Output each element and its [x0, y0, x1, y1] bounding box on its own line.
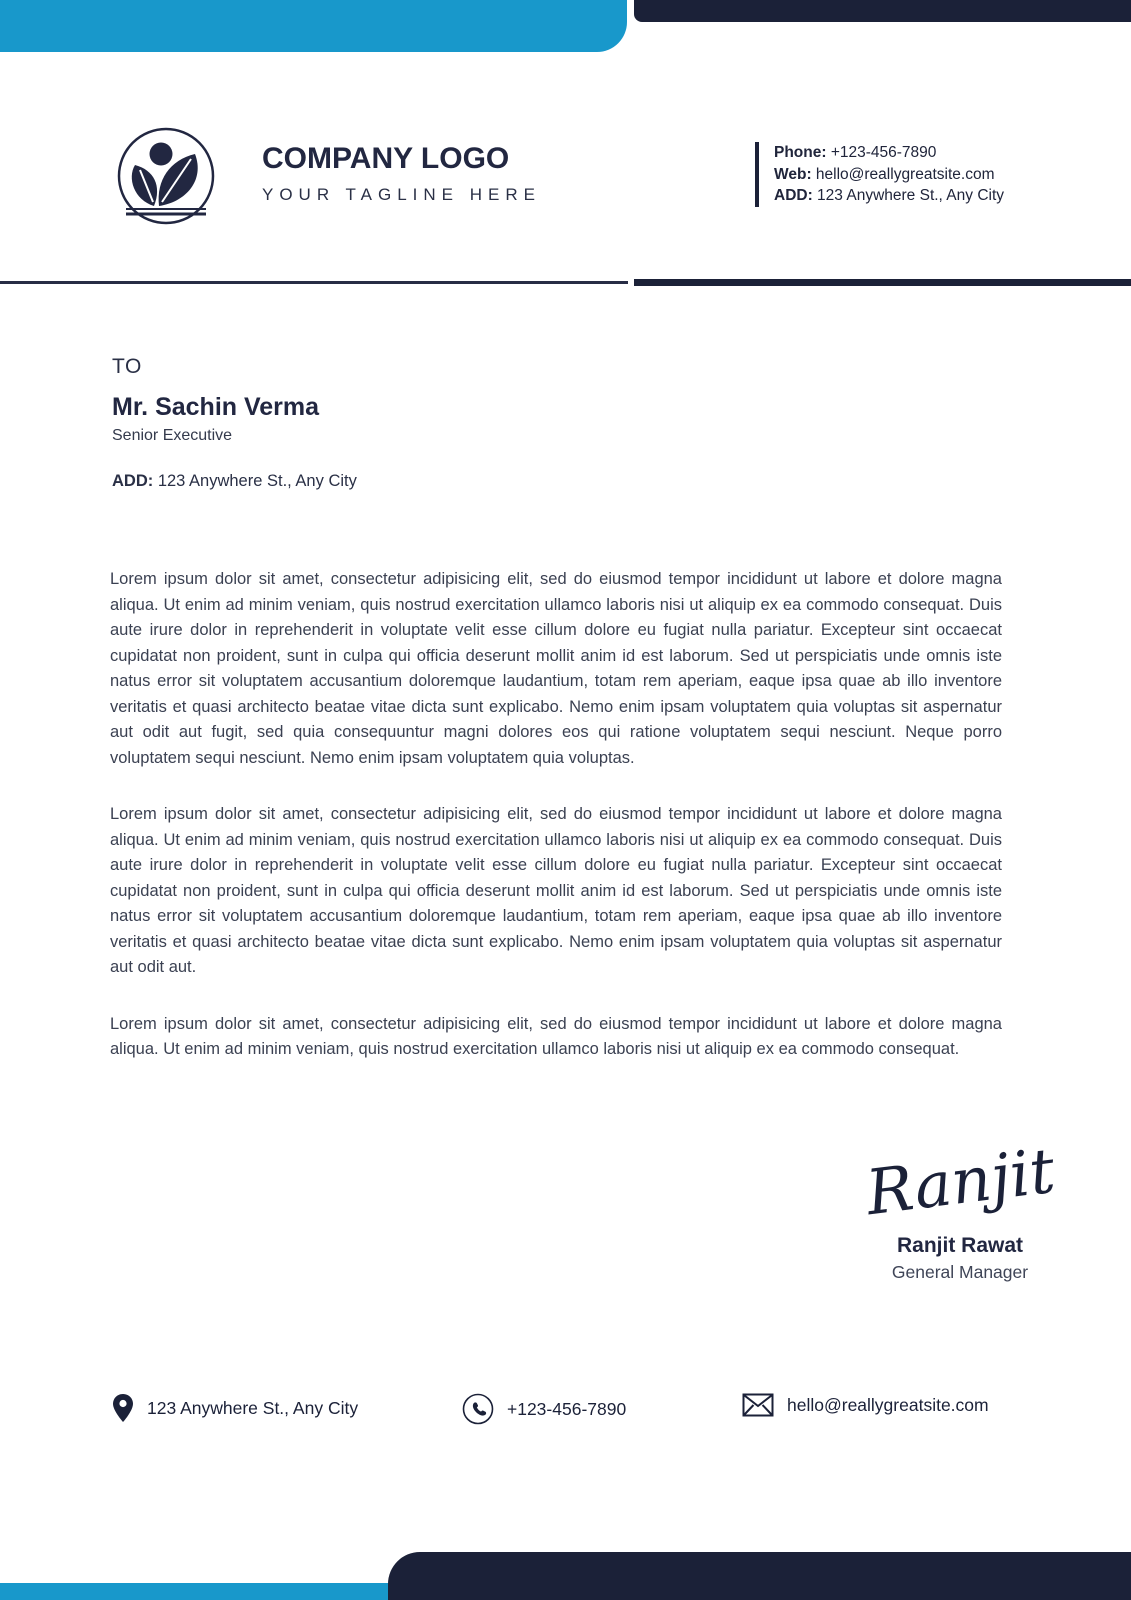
contact-divider-rule	[755, 142, 759, 207]
signature-block	[810, 1135, 1110, 1283]
contact-phone	[774, 142, 1004, 164]
contact-web	[774, 164, 1004, 186]
contact-address-label: ADD:	[774, 187, 813, 204]
company-logo-icon	[110, 126, 222, 233]
location-pin-icon	[112, 1393, 134, 1423]
header-contact-block	[755, 142, 1004, 207]
signer-name: Ranjit Rawat	[896, 1234, 1024, 1257]
body-paragraph-2: Lorem ipsum dolor sit amet, consectetur adipisicing elit, sed do eiusmod tempor incididunt ut labore et dolore magna aliqua. Ut enim ad minim veniam, quis nostrud exercitation ullamco laboris nisi ut aliquip ex ea commodo consequat. Duis aute irure dolor in reprehenderit in voluptate velit esse cillum dolore eu fugiat nulla pariatur. Excepteur sint occaecat cupidatat non proident, sunt in culpa qui officia deserunt mollit anim id est laborum. Sed ut perspiciatis unde omnis iste natus error sit voluptatem accusantium doloremque laudantium, totam rem aperiam, eaque ipsa quae ab illo inventore veritatis et quasi architecto beatae vitae dicta sunt explicabo. Nemo enim ipsam voluptatem quia voluptas sit aspernatur aut odit aut.	[110, 805, 1002, 976]
signer-title: General Manager	[891, 1262, 1029, 1282]
top-navy-bar	[634, 0, 1131, 22]
to-label: TO	[112, 355, 142, 378]
footer-email-item	[742, 1393, 989, 1417]
signature-script: Ranjit	[861, 1133, 1059, 1230]
bottom-navy-bar	[388, 1552, 1131, 1600]
contact-web-label: Web:	[774, 165, 812, 183]
footer-phone-text: +123-456-7890	[507, 1398, 627, 1419]
brand-block	[262, 142, 541, 205]
company-tagline: YOUR TAGLINE HERE	[262, 185, 541, 204]
body-paragraph-3: Lorem ipsum dolor sit amet, consectetur adipisicing elit, sed do eiusmod tempor incididunt ut labore et dolore magna aliqua. Ut enim ad minim veniam, quis nostrud exercitation ullamco laboris nisi ut aliquip ex ea commodo consequat.	[110, 1014, 1002, 1058]
body-paragraph-1: Lorem ipsum dolor sit amet, consectetur adipisicing elit, sed do eiusmod tempor incididunt ut labore et dolore magna aliqua. Ut enim ad minim veniam, quis nostrud exercitation ullamco laboris nisi ut aliquip ex ea commodo consequat. Duis aute irure dolor in reprehenderit in voluptate velit esse cillum dolore eu fugiat nulla pariatur. Excepteur sint occaecat cupidatat non proident, sunt in culpa qui officia deserunt mollit anim id est laborum. Sed ut perspiciatis unde omnis iste natus error sit voluptatem accusantium doloremque laudantium, totam rem aperiam, eaque ipsa quae ab illo inventore veritatis et quasi architecto beatae vitae dicta sunt explicabo. Nemo enim ipsam voluptatem quia voluptas sit aspernatur aut odit aut fugit, sed quia consequuntur magni dolores eos qui ratione voluptatem sequi nesciunt. Neque porro voluptatem sequi nesciunt. Nemo enim ipsam voluptatem quia voluptas.	[110, 570, 1002, 767]
footer-phone-item	[462, 1393, 626, 1425]
letter-body	[110, 567, 1002, 1094]
recipient-address-label: ADD:	[112, 472, 154, 490]
email-icon	[742, 1393, 774, 1417]
header-divider-left	[0, 281, 628, 284]
company-name: COMPANY LOGO	[262, 142, 510, 175]
recipient-address-value: 123 Anywhere St., Any City	[153, 472, 357, 490]
recipient-title: Senior Executive	[112, 427, 233, 444]
footer-address-item	[112, 1393, 358, 1423]
phone-icon	[462, 1393, 494, 1425]
recipient-block	[112, 355, 357, 491]
contact-address-value: 123 Anywhere St., Any City	[812, 187, 1005, 204]
contact-web-value: hello@reallygreatsite.com	[811, 165, 995, 183]
recipient-name: Mr. Sachin Verma	[112, 393, 320, 421]
footer-address-text: 123 Anywhere St., Any City	[147, 1397, 359, 1418]
footer-email-text: hello@reallygreatsite.com	[787, 1394, 989, 1415]
contact-phone-value: +123-456-7890	[826, 144, 937, 161]
top-blue-bar	[0, 0, 627, 52]
contact-phone-label: Phone:	[774, 144, 827, 161]
contact-address	[774, 185, 1004, 207]
header-divider-right	[634, 279, 1131, 286]
recipient-address	[112, 472, 357, 491]
